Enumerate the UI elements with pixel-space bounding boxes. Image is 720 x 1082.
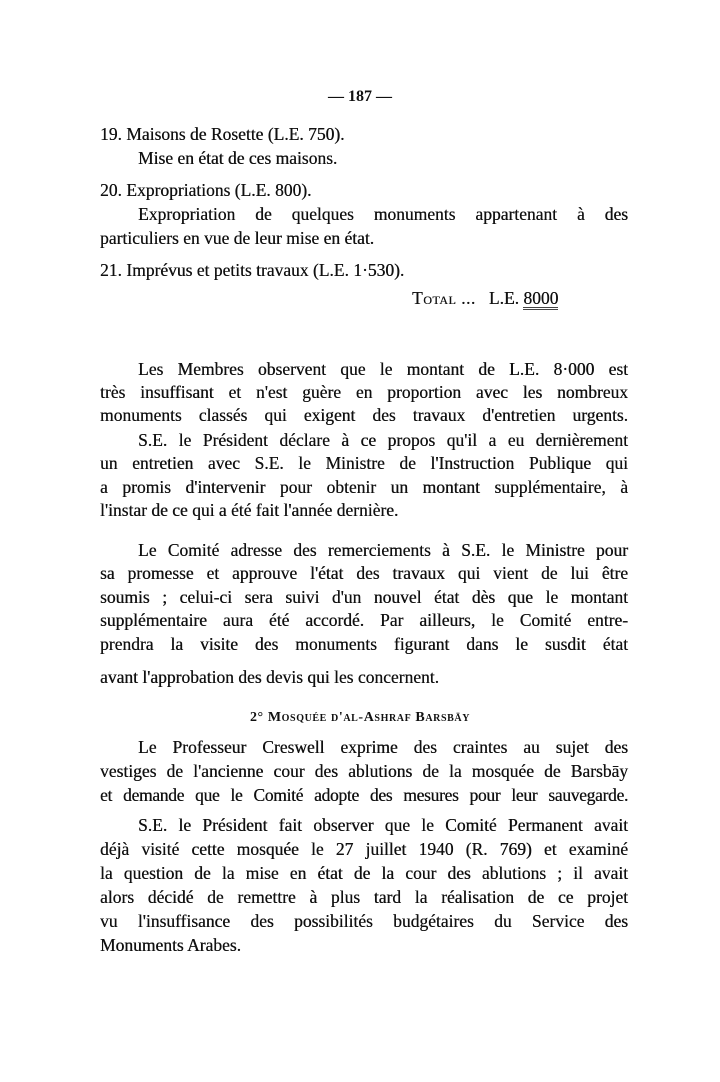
text-line: supplémentaire aura été accordé. Par ailleurs, le Comité entre- [100, 610, 628, 630]
section-heading: 2° Mosquée d'al-Ashraf Barsbāy [249, 710, 471, 725]
text-line: alors décidé de remettre à plus tard la réalisation de ce projet [100, 887, 628, 907]
text-line: Le Comité adresse des remerciements à S.E. le Ministre pour [138, 540, 628, 560]
item-20: 20. Expropriations (L.E. 800). [100, 180, 312, 200]
text-line: soumis ; celui-ci sera suivi d'un nouvel état dès que le montant [100, 587, 628, 607]
text-line: vestiges de l'ancienne cour des ablutions de la mosquée de Barsbāy [100, 761, 628, 781]
page-number: — 187 — [328, 88, 392, 105]
total-label: Total ... [412, 288, 476, 308]
text-line: l'instar de ce qui a été fait l'année dernière. [100, 500, 399, 520]
text-line: prendra la visite des monuments figurant dans le susdit état [100, 634, 628, 654]
text-line: déjà visité cette mosquée le 27 juillet 1940 (R. 769) et examiné [100, 839, 628, 859]
text-line: a promis d'intervenir pour obtenir un montant supplémentaire, à [100, 477, 628, 497]
text-line: S.E. le Président déclare à ce propos qu'il a eu dernièrement [138, 430, 628, 450]
total-currency: L.E. [488, 288, 519, 308]
text-line: S.E. le Président fait observer que le Comité Permanent avait [138, 815, 628, 835]
text-line: avant l'approbation des devis qui les concernent. [100, 667, 439, 687]
text-line: Monuments Arabes. [100, 935, 241, 955]
item-20-description: particuliers en vue de leur mise en état. [100, 228, 375, 248]
text-line: monuments classés qui exigent des travaux d'entretien urgents. [100, 405, 628, 425]
item-21: 21. Imprévus et petits travaux (L.E. 1·530). [100, 260, 405, 280]
text-line: Les Membres observent que le montant de L.E. 8·000 est [138, 359, 628, 379]
text-line: la question de la mise en état de la cour des ablutions ; il avait [100, 863, 628, 883]
text-line: très insuffisant et n'est guère en proportion avec les nombreux [100, 382, 628, 402]
text-line: un entretien avec S.E. le Ministre de l'Instruction Publique qui [100, 453, 628, 473]
item-20-description: Expropriation de quelques monuments appartenant à des [138, 204, 628, 224]
total-line [412, 288, 558, 310]
text-line: Le Professeur Creswell exprime des craintes au sujet des [138, 737, 628, 757]
item-19: 19. Maisons de Rosette (L.E. 750). [100, 124, 345, 144]
text-line: et demande que le Comité adopte des mesures pour leur sauvegarde. [100, 785, 628, 805]
total-amount: 8000 [523, 288, 559, 308]
text-line: sa promesse et approuve l'état des travaux qui vient de lui être [100, 563, 628, 583]
item-19-description: Mise en état de ces maisons. [138, 148, 338, 168]
text-line: vu l'insuffisance des possibilités budgétaires du Service des [100, 911, 628, 931]
